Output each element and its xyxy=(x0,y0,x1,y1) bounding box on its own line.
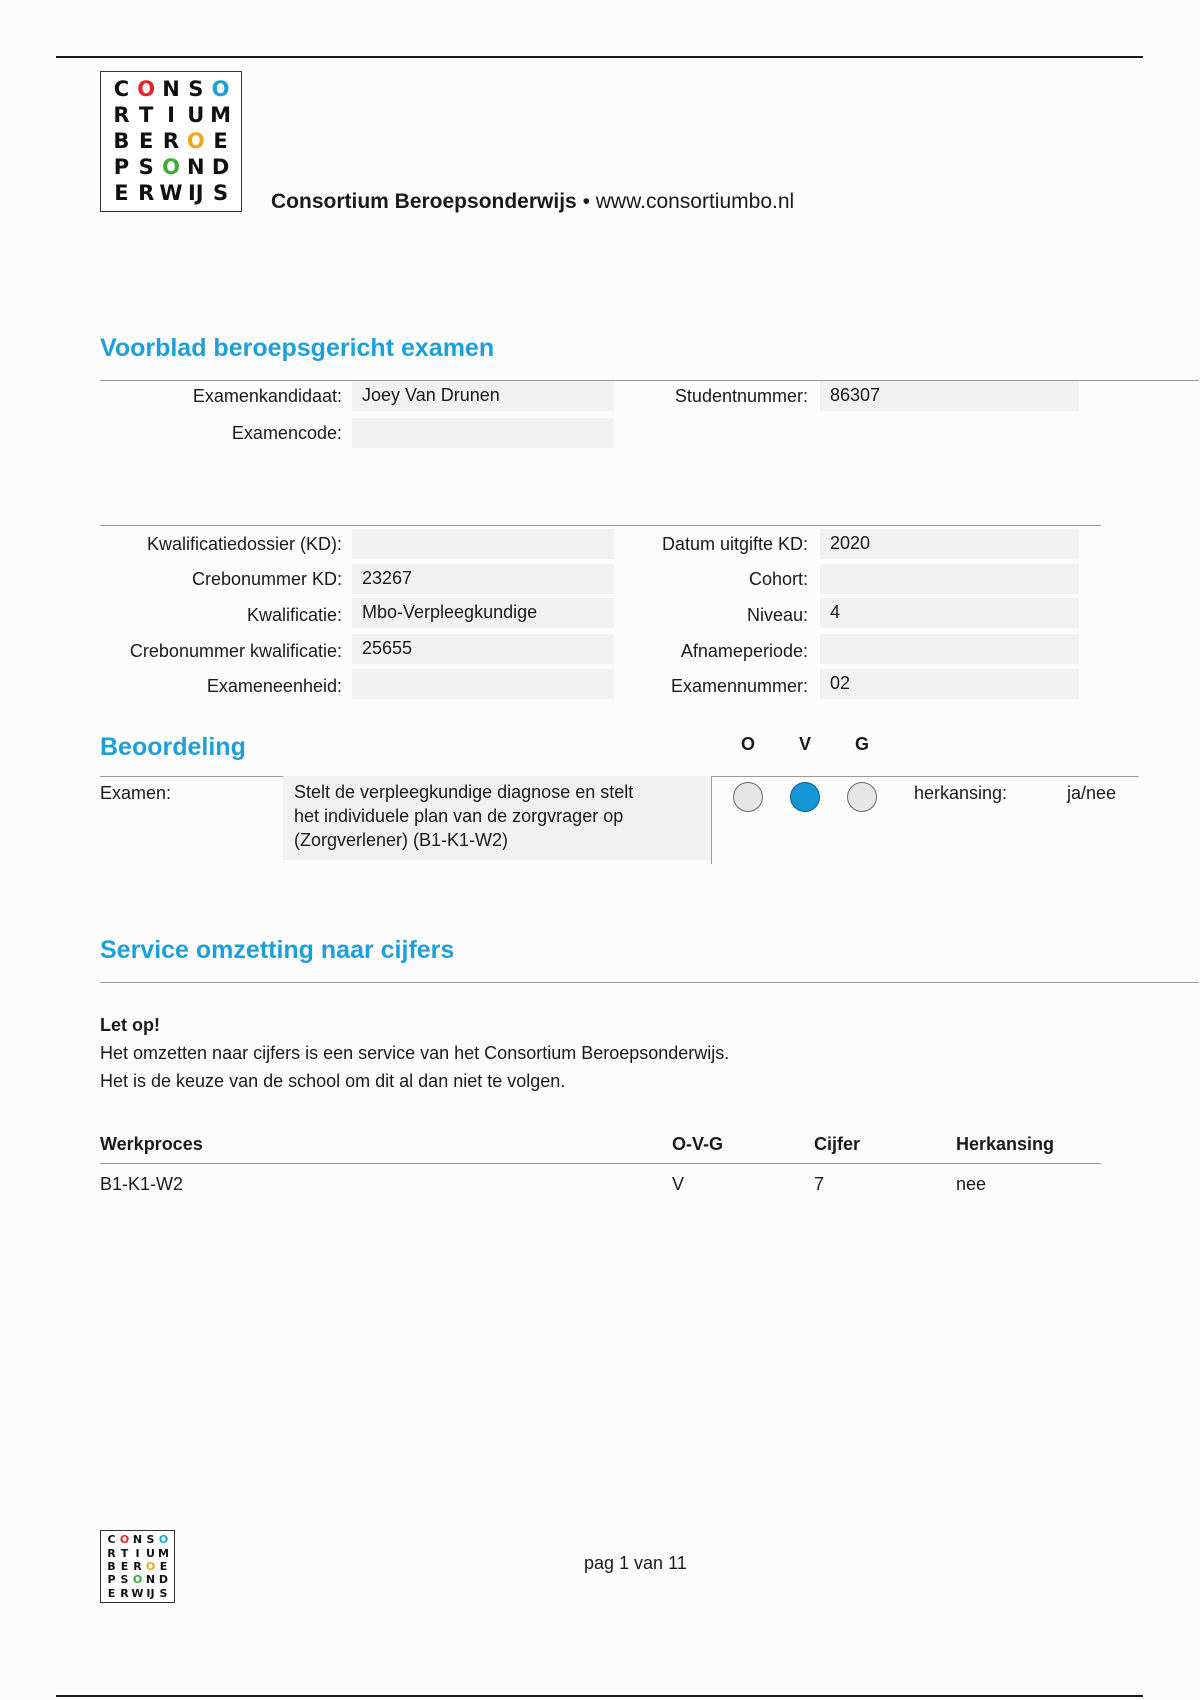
logo-letter: E xyxy=(139,128,154,153)
logo-letter: R xyxy=(162,128,180,153)
bottom-rule xyxy=(56,1695,1143,1697)
logo-letter: N xyxy=(187,155,205,180)
logo-letter: R xyxy=(107,1546,116,1560)
logo-letter: C xyxy=(113,76,130,101)
option-g-heading: G xyxy=(854,734,869,754)
logo-letter: B xyxy=(107,1559,116,1573)
logo-letter: I xyxy=(167,102,175,127)
crebo-kd-label: Crebonummer KD: xyxy=(191,569,342,589)
qualification-field[interactable]: Mbo-Verpleegkundige xyxy=(352,598,614,628)
exam-label: Examen: xyxy=(100,783,172,803)
student-number-label: Studentnummer: xyxy=(674,386,808,406)
logo-letter: R xyxy=(113,102,130,127)
resit-label: herkansing: xyxy=(914,783,1008,803)
exam-unit-label: Exameneenheid: xyxy=(206,676,342,696)
exam-description-box xyxy=(283,776,711,860)
logo-letter: E xyxy=(114,181,129,206)
assessment-divider xyxy=(711,776,712,864)
level-field[interactable]: 4 xyxy=(820,598,1079,628)
logo-letter: W xyxy=(131,1586,144,1600)
student-number-field[interactable]: 86307 xyxy=(820,381,1079,411)
logo-letter: IJ xyxy=(146,1586,155,1600)
header-org-line xyxy=(271,190,794,214)
logo-letter: T xyxy=(120,1546,129,1560)
logo-letter: N xyxy=(145,1573,156,1587)
exam-description-line: het individuele plan van de zorgvrager op xyxy=(294,806,624,826)
candidate-field[interactable]: Joey Van Drunen xyxy=(352,381,614,411)
exam-period-field[interactable] xyxy=(820,634,1079,664)
logo-letter: S xyxy=(138,155,154,180)
logo-letter: O xyxy=(119,1533,130,1547)
website-link[interactable]: www.consortiumbo.nl xyxy=(595,190,795,213)
page-number: pag 1 van 11 xyxy=(584,1553,687,1573)
logo-letter: U xyxy=(187,102,205,127)
consortium-logo-small xyxy=(100,1530,175,1603)
crebo-qualification-field[interactable]: 25655 xyxy=(352,634,614,664)
logo-letter: O xyxy=(132,1573,143,1587)
logo-letter: R xyxy=(133,1559,142,1573)
logo-letter: D xyxy=(158,1573,169,1587)
logo-letter: S xyxy=(188,76,204,101)
logo-letter: T xyxy=(139,102,154,127)
exam-number-field[interactable]: 02 xyxy=(820,669,1079,699)
col-header-herkansing: Herkansing xyxy=(956,1134,1055,1154)
logo-letter: D xyxy=(211,155,230,180)
logo-letter: M xyxy=(158,1546,169,1560)
org-name: Consortium Beroepsonderwijs xyxy=(271,190,577,213)
logo-letter: S xyxy=(146,1533,155,1547)
note-title: Let op! xyxy=(100,1015,160,1035)
logo-letter: O xyxy=(186,128,205,153)
logo-letter: U xyxy=(146,1546,155,1560)
logo-letter: O xyxy=(158,1533,169,1547)
note-line: Het omzetten naar cijfers is een service van het Consortium Beroepsonderwijs. xyxy=(100,1043,730,1063)
exam-code-field[interactable] xyxy=(352,418,614,448)
logo-letter: E xyxy=(213,128,228,153)
header-separator: • xyxy=(582,190,590,213)
logo-letter: R xyxy=(120,1586,129,1600)
kd-label: Kwalificatiedossier (KD): xyxy=(146,534,342,554)
conversion-title: Service omzetting naar cijfers xyxy=(100,936,455,964)
kd-field[interactable] xyxy=(352,529,614,559)
exam-number-label: Examennummer: xyxy=(670,676,808,696)
logo-letter: M xyxy=(210,102,232,127)
kd-rule xyxy=(100,525,1101,526)
exam-unit-field[interactable] xyxy=(352,669,614,699)
resit-value[interactable]: ja/nee xyxy=(1067,783,1117,803)
cell-cijfer: 7 xyxy=(814,1174,825,1194)
logo-letter: S xyxy=(159,1586,168,1600)
logo-letter: O xyxy=(137,76,156,101)
logo-letter: W xyxy=(159,181,183,206)
logo-letter: B xyxy=(113,128,130,153)
radio-voldoende[interactable] xyxy=(790,782,820,812)
exam-description-line: (Zorgverlener) (B1-K1-W2) xyxy=(294,830,509,850)
logo-letter: I xyxy=(135,1546,140,1560)
logo-letter: P xyxy=(113,155,130,180)
kd-date-field[interactable]: 2020 xyxy=(820,529,1079,559)
logo-letter: S xyxy=(213,181,229,206)
qualification-label: Kwalificatie: xyxy=(246,605,342,625)
logo-letter: O xyxy=(211,76,230,101)
exam-period-label: Afnameperiode: xyxy=(680,641,808,661)
table-rule xyxy=(100,1163,1101,1164)
col-header-cijfer: Cijfer xyxy=(814,1134,861,1154)
cohort-label: Cohort: xyxy=(748,569,808,589)
logo-letter: N xyxy=(132,1533,143,1547)
conversion-rule xyxy=(100,982,1199,983)
logo-letter: N xyxy=(162,76,180,101)
logo-letter: E xyxy=(120,1559,129,1573)
kd-date-label: Datum uitgifte KD: xyxy=(661,534,808,554)
col-header-werkproces: Werkproces xyxy=(100,1134,203,1154)
assessment-title: Beoordeling xyxy=(100,733,246,761)
col-header-ovg: O-V-G xyxy=(672,1134,724,1154)
radio-onvoldoende[interactable] xyxy=(733,782,763,812)
level-label: Niveau: xyxy=(746,605,808,625)
logo-letter: O xyxy=(145,1559,156,1573)
cell-herkansing: nee xyxy=(956,1174,987,1194)
top-rule xyxy=(56,56,1143,58)
logo-letter: P xyxy=(107,1573,116,1587)
crebo-kd-field[interactable]: 23267 xyxy=(352,564,614,594)
cover-title: Voorblad beroepsgericht examen xyxy=(100,334,495,362)
exam-code-label: Examencode: xyxy=(231,423,342,443)
logo-letter: E xyxy=(107,1586,116,1600)
exam-description-line: Stelt de verpleegkundige diagnose en stelt xyxy=(294,782,634,802)
option-o-heading: O xyxy=(740,734,755,754)
logo-letter: C xyxy=(107,1533,116,1547)
note-line: Het is de keuze van de school om dit al dan niet te volgen. xyxy=(100,1071,566,1091)
candidate-label: Examenkandidaat: xyxy=(192,386,342,406)
consortium-logo xyxy=(100,71,242,212)
logo-letter: E xyxy=(159,1559,168,1573)
option-v-heading: V xyxy=(798,734,811,754)
logo-letter: O xyxy=(162,155,180,180)
cell-ovg: V xyxy=(672,1174,685,1194)
logo-letter: S xyxy=(120,1573,129,1587)
cohort-field[interactable] xyxy=(820,564,1079,594)
cell-werkproces: B1-K1-W2 xyxy=(100,1174,184,1194)
radio-goed[interactable] xyxy=(847,782,877,812)
logo-letter: IJ xyxy=(187,181,204,206)
crebo-qualification-label: Crebonummer kwalificatie: xyxy=(129,641,342,661)
logo-letter: R xyxy=(138,181,155,206)
